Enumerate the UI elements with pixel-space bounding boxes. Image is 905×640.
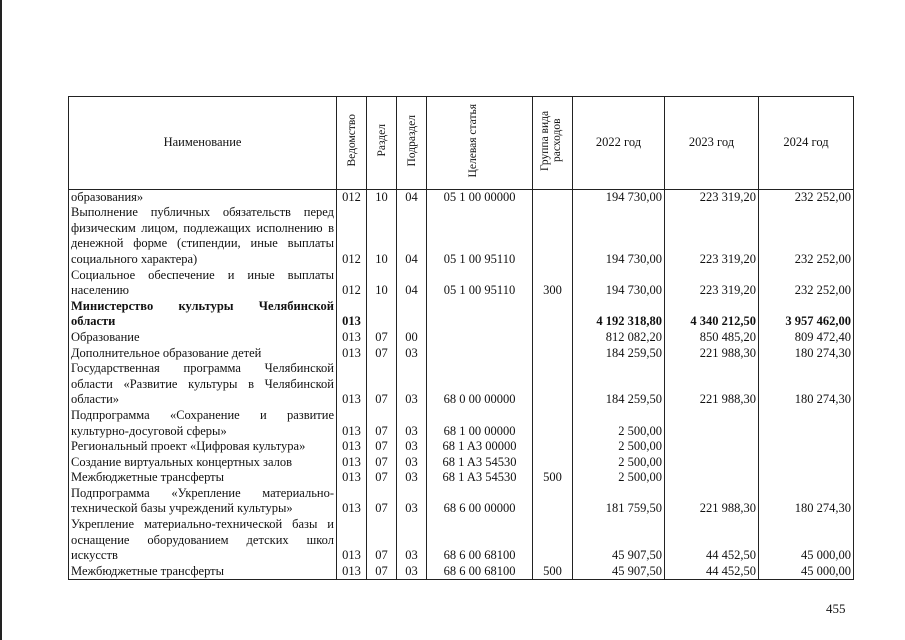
- row-section: 10: [367, 189, 397, 205]
- row-target: [427, 299, 533, 330]
- row-2023: [665, 470, 759, 486]
- row-group: [533, 455, 573, 471]
- row-name: Государственная программа Челябинской области «Развитие культуры в Челябинской области»: [69, 361, 337, 408]
- row-2022: 2 500,00: [573, 470, 665, 486]
- row-subsection: 03: [397, 346, 427, 362]
- table-row: [69, 361, 854, 408]
- row-group: [533, 517, 573, 564]
- row-group: [533, 205, 573, 267]
- row-name: Межбюджетные трансферты: [69, 564, 337, 580]
- row-name: Образование: [69, 330, 337, 346]
- row-target: [427, 346, 533, 362]
- row-section: 07: [367, 564, 397, 580]
- page-left-edge: [0, 0, 2, 640]
- row-dept: 013: [337, 455, 367, 471]
- row-group: [533, 330, 573, 346]
- row-target: 68 1 A3 54530: [427, 470, 533, 486]
- table-row: [69, 346, 854, 362]
- row-dept: 012: [337, 189, 367, 205]
- budget-table: [68, 96, 854, 580]
- row-dept: 013: [337, 299, 367, 330]
- table-row: [69, 189, 854, 205]
- row-subsection: 03: [397, 408, 427, 439]
- row-2023: [665, 455, 759, 471]
- row-name: Межбюджетные трансферты: [69, 470, 337, 486]
- row-group: [533, 361, 573, 408]
- row-name: Создание виртуальных концертных залов: [69, 455, 337, 471]
- row-group: [533, 486, 573, 517]
- row-2022: 181 759,50: [573, 486, 665, 517]
- row-target: 68 1 00 00000: [427, 408, 533, 439]
- row-dept: 013: [337, 361, 367, 408]
- row-2023: 223 319,20: [665, 268, 759, 299]
- row-dept: 013: [337, 330, 367, 346]
- row-target: 68 1 A3 00000: [427, 439, 533, 455]
- row-2023: 4 340 212,50: [665, 299, 759, 330]
- table-row: [69, 439, 854, 455]
- row-2024: 232 252,00: [759, 268, 854, 299]
- header-2024: 2024 год: [759, 97, 854, 190]
- row-subsection: 03: [397, 564, 427, 580]
- header-2022: 2022 год: [573, 97, 665, 190]
- row-2024: [759, 408, 854, 439]
- row-2024: 3 957 462,00: [759, 299, 854, 330]
- row-name: Подпрограмма «Сохранение и развитие культурно-досуговой сферы»: [69, 408, 337, 439]
- row-group: [533, 408, 573, 439]
- row-section: [367, 299, 397, 330]
- row-name: Подпрограмма «Укрепление материально-технической базы учреждений культуры»: [69, 486, 337, 517]
- row-group: [533, 299, 573, 330]
- row-dept: 013: [337, 408, 367, 439]
- header-2023: 2023 год: [665, 97, 759, 190]
- row-2023: [665, 408, 759, 439]
- row-target: 68 0 00 00000: [427, 361, 533, 408]
- row-2022: 45 907,50: [573, 564, 665, 580]
- row-2023: 221 988,30: [665, 361, 759, 408]
- row-2024: [759, 455, 854, 471]
- row-2024: 180 274,30: [759, 486, 854, 517]
- header-target: Целевая статья: [427, 97, 533, 190]
- row-2022: 194 730,00: [573, 205, 665, 267]
- row-subsection: 04: [397, 189, 427, 205]
- row-2022: 194 730,00: [573, 268, 665, 299]
- row-2023: [665, 439, 759, 455]
- row-2024: 180 274,30: [759, 361, 854, 408]
- row-2023: 850 485,20: [665, 330, 759, 346]
- row-subsection: 03: [397, 517, 427, 564]
- row-dept: 013: [337, 517, 367, 564]
- header-name: Наименование: [69, 97, 337, 190]
- table-row: [69, 517, 854, 564]
- row-section: 07: [367, 346, 397, 362]
- row-name: Укрепление материально-технической базы и оснащение оборудованием детских школ искусств: [69, 517, 337, 564]
- table-row: [69, 205, 854, 267]
- row-section: 10: [367, 268, 397, 299]
- row-section: 07: [367, 408, 397, 439]
- row-2023: 223 319,20: [665, 205, 759, 267]
- table-row: [69, 268, 854, 299]
- row-2024: 232 252,00: [759, 189, 854, 205]
- row-name: Министерство культуры Челябинской области: [69, 299, 337, 330]
- page-number: 455: [826, 601, 846, 616]
- row-subsection: 03: [397, 361, 427, 408]
- row-group: 500: [533, 470, 573, 486]
- row-target: 68 1 A3 54530: [427, 455, 533, 471]
- row-target: [427, 330, 533, 346]
- row-section: 07: [367, 361, 397, 408]
- row-2023: 221 988,30: [665, 346, 759, 362]
- row-2024: 232 252,00: [759, 205, 854, 267]
- header-section: Раздел: [367, 97, 397, 190]
- row-2022: 45 907,50: [573, 517, 665, 564]
- row-subsection: 04: [397, 268, 427, 299]
- row-2022: 2 500,00: [573, 408, 665, 439]
- row-2022: 2 500,00: [573, 455, 665, 471]
- header-dept: Ведомство: [337, 97, 367, 190]
- row-2023: 44 452,50: [665, 517, 759, 564]
- row-subsection: 03: [397, 439, 427, 455]
- row-2024: [759, 470, 854, 486]
- row-dept: 013: [337, 564, 367, 580]
- table-row: [69, 330, 854, 346]
- row-group: [533, 346, 573, 362]
- table-header-row: [69, 97, 854, 190]
- row-dept: 013: [337, 346, 367, 362]
- header-group: Группа вида расходов: [533, 97, 573, 190]
- table-row: [69, 408, 854, 439]
- row-section: 07: [367, 517, 397, 564]
- row-2022: 4 192 318,80: [573, 299, 665, 330]
- table-row: [69, 455, 854, 471]
- row-2022: 194 730,00: [573, 189, 665, 205]
- table-row: [69, 299, 854, 330]
- row-group: [533, 189, 573, 205]
- row-name: Социальное обеспечение и иные выплаты населению: [69, 268, 337, 299]
- row-2023: 221 988,30: [665, 486, 759, 517]
- row-group: 300: [533, 268, 573, 299]
- row-name: образования»: [69, 189, 337, 205]
- row-2023: 44 452,50: [665, 564, 759, 580]
- row-2024: 45 000,00: [759, 517, 854, 564]
- row-2024: 809 472,40: [759, 330, 854, 346]
- row-dept: 012: [337, 268, 367, 299]
- row-target: 05 1 00 95110: [427, 205, 533, 267]
- row-subsection: 04: [397, 205, 427, 267]
- table-row: [69, 470, 854, 486]
- row-dept: 013: [337, 486, 367, 517]
- row-dept: 013: [337, 439, 367, 455]
- row-2023: 223 319,20: [665, 189, 759, 205]
- row-section: 07: [367, 470, 397, 486]
- row-subsection: [397, 299, 427, 330]
- row-target: 68 6 00 00000: [427, 486, 533, 517]
- row-section: 07: [367, 486, 397, 517]
- row-group: 500: [533, 564, 573, 580]
- row-name: Выполнение публичных обязательств перед физическим лицом, подлежащих исполнению в денежной форме (стипендии, иные выплаты социального характера): [69, 205, 337, 267]
- row-target: 68 6 00 68100: [427, 564, 533, 580]
- row-section: 07: [367, 330, 397, 346]
- row-target: 05 1 00 95110: [427, 268, 533, 299]
- row-section: 10: [367, 205, 397, 267]
- row-subsection: 03: [397, 455, 427, 471]
- row-name: Дополнительное образование детей: [69, 346, 337, 362]
- row-2024: [759, 439, 854, 455]
- row-2024: 180 274,30: [759, 346, 854, 362]
- table-row: [69, 486, 854, 517]
- row-target: 05 1 00 00000: [427, 189, 533, 205]
- row-group: [533, 439, 573, 455]
- row-2022: 184 259,50: [573, 346, 665, 362]
- row-dept: 013: [337, 470, 367, 486]
- row-target: 68 6 00 68100: [427, 517, 533, 564]
- row-2024: 45 000,00: [759, 564, 854, 580]
- row-2022: 2 500,00: [573, 439, 665, 455]
- row-subsection: 03: [397, 470, 427, 486]
- row-dept: 012: [337, 205, 367, 267]
- row-name: Региональный проект «Цифровая культура»: [69, 439, 337, 455]
- header-subsection: Подраздел: [397, 97, 427, 190]
- row-2022: 184 259,50: [573, 361, 665, 408]
- table-row: [69, 564, 854, 580]
- row-section: 07: [367, 439, 397, 455]
- row-subsection: 00: [397, 330, 427, 346]
- row-section: 07: [367, 455, 397, 471]
- row-subsection: 03: [397, 486, 427, 517]
- row-2022: 812 082,20: [573, 330, 665, 346]
